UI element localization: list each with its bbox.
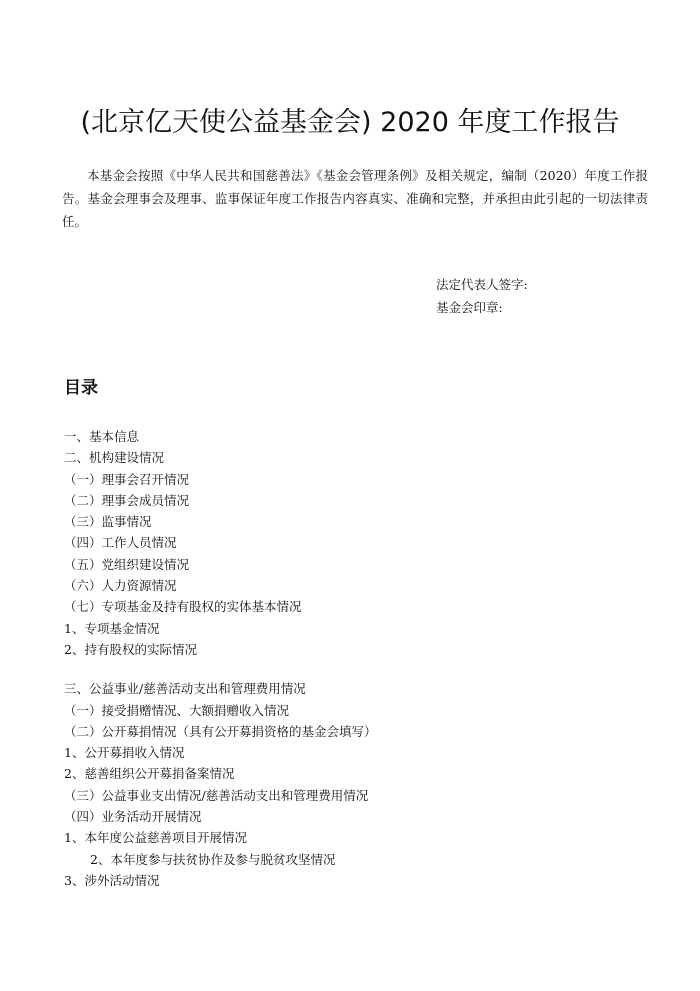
toc-item-public-fundraising-income: 1、公开募捐收入情况 bbox=[64, 745, 185, 761]
signature-block bbox=[436, 273, 528, 319]
toc-item-special-funds: 1、专项基金情况 bbox=[64, 620, 160, 636]
toc-item-board-meetings: （一）理事会召开情况 bbox=[64, 471, 190, 487]
foundation-seal-label: 基金会印章: bbox=[436, 300, 503, 315]
toc-item-poverty-alleviation: 2、本年度参与扶贫协作及参与脱贫攻坚情况 bbox=[90, 851, 336, 867]
toc-item-basic-info: 一、基本信息 bbox=[64, 429, 140, 444]
toc-item-board-members: （二）理事会成员情况 bbox=[64, 492, 190, 508]
toc-item-staff: （四）工作人员情况 bbox=[64, 535, 177, 551]
toc-item-foreign-activities: 3、涉外活动情况 bbox=[64, 872, 160, 888]
toc-item-fundraising-filing: 2、慈善组织公开募捐备案情况 bbox=[64, 766, 235, 782]
toc-item-organization-building: 二、机构建设情况 bbox=[64, 450, 165, 466]
toc-item-public-fundraising: （二）公开募捐情况（具有公开募捐资格的基金会填写） bbox=[64, 723, 377, 739]
toc-item-special-funds-entities: （七）专项基金及持有股权的实体基本情况 bbox=[64, 599, 302, 615]
table-of-contents bbox=[64, 426, 644, 891]
toc-item-equity-holdings: 2、持有股权的实际情况 bbox=[64, 641, 197, 657]
toc-item-business-activities: （四）业务活动开展情况 bbox=[64, 809, 202, 825]
report-title: (北京亿天使公益基金会) 2020 年度工作报告 bbox=[80, 107, 620, 138]
toc-item-party-organization: （五）党组织建设情况 bbox=[64, 556, 190, 572]
toc-item-annual-projects: 1、本年度公益慈善项目开展情况 bbox=[64, 830, 247, 846]
legal-representative-signature-label: 法定代表人签字: bbox=[436, 277, 528, 292]
toc-item-donations-received: （一）接受捐赠情况、大额捐赠收入情况 bbox=[64, 702, 290, 718]
intro-paragraph: 本基金会按照《中华人民共和国慈善法》《基金会管理条例》及相关规定，编制（2020）年度工作报告。基金会理事会及理事、监事保证年度工作报告内容真实、准确和完整，并承担由此引起的一切法律责任。 bbox=[62, 168, 648, 229]
toc-heading: 目录 bbox=[64, 378, 98, 398]
toc-item-charity-expenditure: 三、公益事业/慈善活动支出和管理费用情况 bbox=[64, 681, 306, 697]
toc-item-charity-expenditure-details: （三）公益事业支出情况/慈善活动支出和管理费用情况 bbox=[64, 787, 369, 803]
toc-item-supervisors: （三）监事情况 bbox=[64, 514, 152, 530]
toc-item-human-resources: （六）人力资源情况 bbox=[64, 578, 177, 594]
